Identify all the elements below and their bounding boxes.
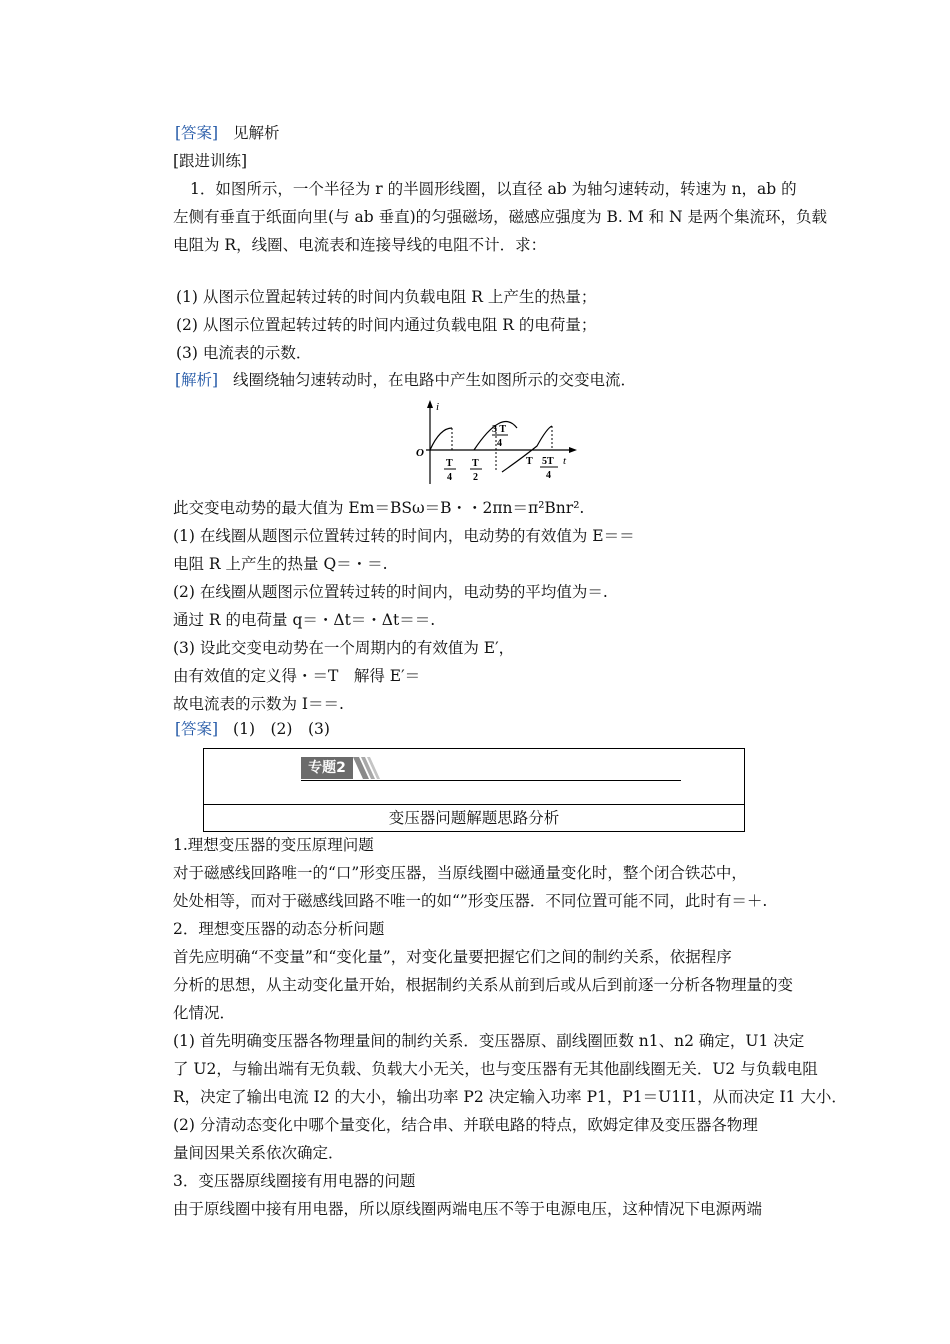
section-heading-1: 1.理想变压器的变压原理问题 bbox=[173, 836, 374, 854]
paragraph-2a: 首先应明确“不变量”和“变化量”，对变化量要把握它们之间的制约关系，依据程序 bbox=[173, 948, 732, 966]
tick-3t4-den: 4 bbox=[497, 438, 502, 449]
solution-6: (3) 设此交变电动势在一个周期内的有效值为 E′， bbox=[173, 639, 515, 657]
banner-rule bbox=[301, 780, 681, 781]
stripes-decoration bbox=[353, 757, 383, 779]
solution-5: 通过 R 的电荷量 q＝・Δt＝・Δt＝＝. bbox=[173, 611, 436, 629]
x-axis-label: t bbox=[563, 455, 567, 467]
y-axis-label: i bbox=[436, 401, 440, 413]
analysis-text: 线圈绕轴匀速转动时，在电路中产生如图所示的交变电流． bbox=[233, 371, 637, 389]
question-1: (1) 从图示位置起转过转的时间内负载电阻 R 上产生的热量； bbox=[176, 288, 597, 306]
paragraph-2b: 分析的思想，从主动变化量开始，根据制约关系从前到后或从后到前逐一分析各物理量的变 bbox=[173, 976, 794, 994]
follow-up-heading: [跟进训练] bbox=[173, 152, 248, 170]
paragraph-3a: (1) 首先明确变压器各物理量间的制约关系．变压器原、副线圈匝数 n1、n2 确定，U1 决定 bbox=[173, 1032, 805, 1050]
answer-text-2: (1) (2) (3) bbox=[233, 720, 330, 738]
topic-title: 变压器问题解题思路分析 bbox=[388, 809, 560, 827]
solution-4: (2) 在线圈从题图示位置转过转的时间内，电动势的平均值为＝. bbox=[173, 583, 608, 601]
problem-line-2: 左侧有垂直于纸面向里(与 ab 垂直)的匀强磁场，磁感应强度为 B. M 和 N 是两个集流环，负载 bbox=[173, 208, 827, 226]
paragraph-1a: 对于磁感线回路唯一的“口”形变压器，当原线圈中磁通量变化时，整个闭合铁芯中， bbox=[173, 864, 747, 882]
answer-tag: [答案] bbox=[175, 124, 219, 142]
solution-8: 故电流表的示数为 I＝＝. bbox=[173, 695, 344, 713]
answer-line-2 bbox=[175, 719, 330, 739]
answer-line-1 bbox=[175, 123, 280, 143]
solution-3: 电阻 R 上产生的热量 Q＝・＝. bbox=[173, 555, 388, 573]
tick-5t4-den: 4 bbox=[546, 470, 551, 481]
topic-badge: 专题2 bbox=[301, 757, 353, 779]
paragraph-1b: 处处相等，而对于磁感线回路不唯一的如“”形变压器．不同位置可能不同，此时有＝＋. bbox=[173, 892, 768, 910]
tick-t4: T bbox=[446, 458, 453, 469]
tick-3t4: 3 T bbox=[492, 424, 506, 435]
tick-t: T bbox=[526, 456, 533, 467]
paragraph-4b: 量间因果关系依次确定． bbox=[173, 1144, 344, 1162]
analysis-line bbox=[175, 370, 636, 390]
tick-t2: T bbox=[472, 458, 479, 469]
paragraph-4a: (2) 分清动态变化中哪个量变化，结合串、并联电路的特点，欧姆定律及变压器各物理 bbox=[173, 1116, 758, 1134]
section-heading-3: 3．变压器原线圈接有用电器的问题 bbox=[173, 1172, 416, 1190]
paragraph-3c: R，决定了输出电流 I2 的大小，输出功率 P2 决定输入功率 P1，P1＝U1I1，从而决定 I1 大小． bbox=[173, 1088, 847, 1106]
problem-line-1: 1．如图所示，一个半径为 r 的半圆形线圈，以直径 ab 为轴匀速转动，转速为 n，ab 的 bbox=[190, 180, 797, 198]
tick-t2-den: 2 bbox=[473, 472, 478, 483]
tick-5t4: 5T bbox=[542, 456, 554, 467]
paragraph-5: 由于原线圈中接有用电器，所以原线圈两端电压不等于电源电压，这种情况下电源两端 bbox=[173, 1200, 763, 1218]
analysis-tag: [解析] bbox=[175, 371, 219, 389]
answer-text: 见解析 bbox=[233, 124, 280, 142]
question-2: (2) 从图示位置起转过转的时间内通过负载电阻 R 的电荷量； bbox=[176, 316, 597, 334]
problem-line-3: 电阻为 R，线圈、电流表和连接导线的电阻不计．求： bbox=[173, 236, 547, 254]
x-axis-arrow bbox=[569, 447, 577, 453]
answer-tag-2: [答案] bbox=[175, 720, 219, 738]
question-3: (3) 电流表的示数． bbox=[176, 344, 312, 362]
curve-segment-1 bbox=[430, 428, 452, 450]
section-heading-2: 2．理想变压器的动态分析问题 bbox=[173, 920, 385, 938]
y-axis-arrow bbox=[427, 400, 433, 408]
paragraph-3b: 了 U2，与输出端有无负载、负载大小无关，也与变压器有无其他副线圈无关．U2 与负载电阻 bbox=[173, 1060, 818, 1078]
solution-1: 此交变电动势的最大值为 Em＝BSω＝B・・2πn＝π²Bnr². bbox=[173, 499, 585, 517]
tick-t4-den: 4 bbox=[447, 472, 452, 483]
origin-label: O bbox=[416, 447, 424, 459]
alternating-current-graph bbox=[412, 398, 582, 488]
paragraph-2c: 化情况． bbox=[173, 1004, 236, 1022]
topic-banner bbox=[203, 748, 745, 832]
solution-2: (1) 在线圈从题图示位置转过转的时间内，电动势的有效值为 E＝＝ bbox=[173, 527, 635, 545]
solution-7: 由有效值的定义得・＝T 解得 E′＝ bbox=[173, 667, 421, 685]
